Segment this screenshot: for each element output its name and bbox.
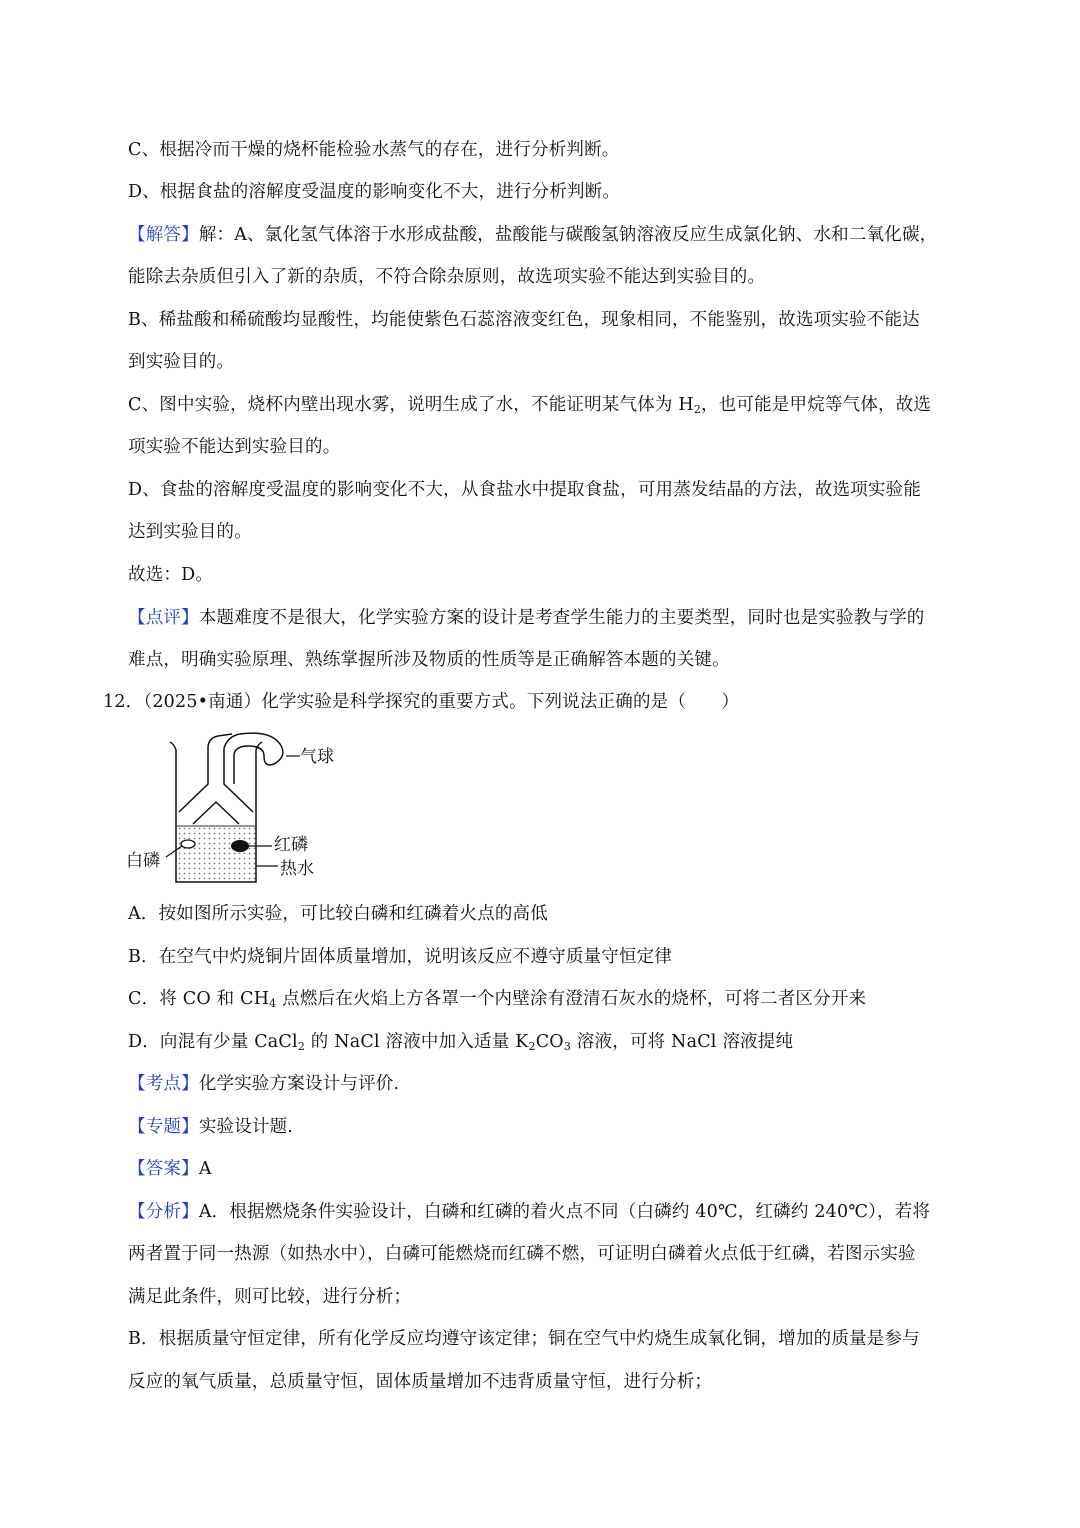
analysis-b2: 反应的氧气质量，总质量守恒，固体质量增加不违背质量守恒，进行分析； <box>128 1372 713 1392</box>
experiment-figure <box>122 726 352 888</box>
prev-answer-b1: B、稀盐酸和稀硫酸均显酸性，均能使紫色石蕊溶液变红色，现象相同，不能鉴别，故选项实验不能达 <box>128 310 920 330</box>
prev-analysis-d: D、根据食盐的溶解度受温度的影响变化不大，进行分析判断。 <box>128 182 621 202</box>
kaodian-line: 【考点】化学实验方案设计与评价. <box>128 1074 400 1094</box>
option-d: D．向混有少量 CaCl$_2$ 的 NaCl 溶液中加入适量 $K_2CO_3$ 溶液，可将 NaCl 溶液提纯 <box>128 1032 794 1053</box>
prev-answer-b2: 到实验目的。 <box>128 352 235 372</box>
balloon <box>224 733 283 784</box>
prev-answer-line2: 能除去杂质但引入了新的杂质，不符合除杂原则，故选项实验不能达到实验目的。 <box>128 267 766 287</box>
white-phosphorus <box>181 840 195 848</box>
prev-answer-c1: C、图中实验，烧杯内壁出现水雾，说明生成了水，不能证明某气体为 $H_2$，也可能是甲烷等气体，故选 <box>128 395 932 416</box>
analysis-a3: 满足此条件，则可比较，进行分析； <box>128 1287 412 1307</box>
question-stem: 12．（2025•南通）化学实验是科学探究的重要方式。下列说法正确的是（ ） <box>103 692 740 712</box>
answer-line: 【答案】A <box>128 1159 212 1179</box>
label-hot-water: 热水 <box>280 859 314 879</box>
zhuanti-line: 【专题】实验设计题. <box>128 1117 294 1137</box>
analysis-a1: 【分析】A．根据燃烧条件实验设计，白磷和红磷的着火点不同（白磷约 40℃，红磷约 240℃），若将 <box>128 1202 931 1222</box>
y-tube-right <box>224 748 253 812</box>
zhuanti-tag: 【专题】 <box>128 1117 199 1137</box>
prev-answer-line1: 【解答】解：A、氯化氢气体溶于水形成盐酸，盐酸能与碳酸氢钠溶液反应生成氯化钠、水和二氧化碳， <box>128 225 938 245</box>
answer-key-tag: 【答案】 <box>128 1159 199 1179</box>
label-white-phosphorus: 白磷 <box>126 851 160 871</box>
prev-comment-line1: 【点评】本题难度不是很大，化学实验方案的设计是考查学生能力的主要类型，同时也是实验教与学的 <box>128 608 925 628</box>
red-phosphorus <box>231 840 249 852</box>
option-c: C．将 CO 和 $CH_4$ 点燃后在火焰上方各罩一个内壁涂有澄清石灰水的烧杯，可将二者区分开来 <box>128 989 867 1010</box>
analysis-b1: B．根据质量守恒定律，所有化学反应均遵守该定律；铜在空气中灼烧生成氧化铜，增加的质量是参与 <box>128 1329 920 1349</box>
analysis-tag: 【分析】 <box>128 1202 199 1222</box>
prev-answer-c2: 项实验不能达到实验目的。 <box>128 437 341 457</box>
answer-tag: 【解答】 <box>128 225 199 245</box>
kaodian-tag: 【考点】 <box>128 1074 199 1094</box>
prev-answer-d1: D、食盐的溶解度受温度的影响变化不大，从食盐水中提取食盐，可用蒸发结晶的方法，故选项实验能 <box>128 480 922 500</box>
prev-comment-line2: 难点，明确实验原理、熟练掌握所涉及物质的性质等是正确解答本题的关键。 <box>128 650 730 670</box>
prev-answer-choice: 故选：D。 <box>128 565 214 585</box>
label-red-phosphorus: 红磷 <box>274 835 308 855</box>
option-b: B．在空气中灼烧铜片固体质量增加，说明该反应不遵守质量守恒定律 <box>128 947 673 967</box>
option-a: A．按如图所示实验，可比较白磷和红磷着火点的高低 <box>128 904 548 924</box>
label-balloon: 气球 <box>300 747 334 767</box>
prev-answer-d2: 达到实验目的。 <box>128 522 252 542</box>
hot-water <box>176 826 256 882</box>
beaker-diagram <box>122 726 352 888</box>
prev-analysis-c: C、根据冷而干燥的烧杯能检验水蒸气的存在，进行分析判断。 <box>128 140 620 160</box>
analysis-a2: 两者置于同一热源（如热水中），白磷可能燃烧而红磷不燃，可证明白磷着火点低于红磷，若图示实验 <box>128 1244 916 1264</box>
comment-tag: 【点评】 <box>128 608 199 628</box>
